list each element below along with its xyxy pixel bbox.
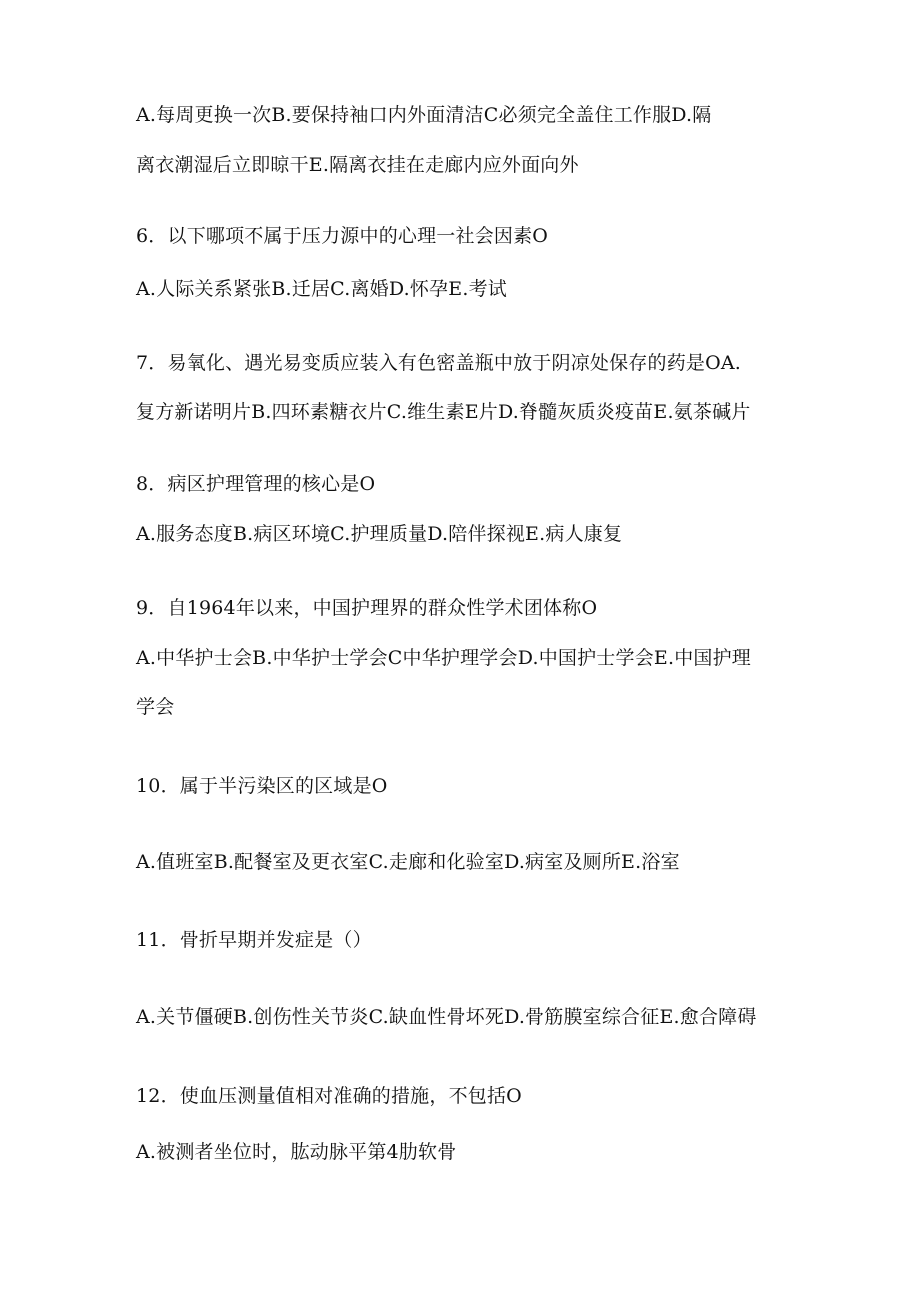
question-12: 12．使血压测量值相对准确的措施，不包括O [136, 1085, 522, 1107]
options-q9-part1: A.中华护士会B.中华护士学会C中华护理学会D.中国护士学会E.中国护理 [136, 647, 752, 669]
option-line-q5-part2: 离衣潮湿后立即晾干E.隔离衣挂在走廊内应外面向外 [136, 154, 579, 176]
question-10: 10．属于半污染区的区域是O [136, 775, 388, 797]
question-7: 7．易氧化、遇光易变质应装入有色密盖瓶中放于阴凉处保存的药是OA. [136, 352, 742, 374]
options-q8: A.服务态度B.病区环境C.护理质量D.陪伴探视E.病人康复 [136, 523, 623, 545]
options-q7: 复方新诺明片B.四环素糖衣片C.维生素E片D.脊髓灰质炎疫苗E.氨茶碱片 [136, 401, 751, 423]
options-q11: A.关节僵硬B.创伤性关节炎C.缺血性骨坏死D.骨筋膜室综合征E.愈合障碍 [136, 1006, 757, 1028]
question-8: 8．病区护理管理的核心是O [136, 473, 376, 495]
option-line-q5-part1: A.每周更换一次B.要保持袖口内外面清洁C必须完全盖住工作服D.隔 [136, 104, 712, 126]
options-q12: A.被测者坐位时，肱动脉平第4肋软骨 [136, 1141, 457, 1163]
options-q9-part2: 学会 [136, 696, 175, 718]
question-6: 6．以下哪项不属于压力源中的心理一社会因素O [136, 225, 549, 247]
options-q10: A.值班室B.配餐室及更衣室C.走廊和化验室D.病室及厕所E.浴室 [136, 851, 680, 873]
question-11: 11．骨折早期并发症是（） [136, 929, 372, 951]
options-q6: A.人际关系紧张B.迁居C.离婚D.怀孕E.考试 [136, 278, 507, 300]
question-9: 9．自1964年以来，中国护理界的群众性学术团体称O [136, 597, 598, 619]
